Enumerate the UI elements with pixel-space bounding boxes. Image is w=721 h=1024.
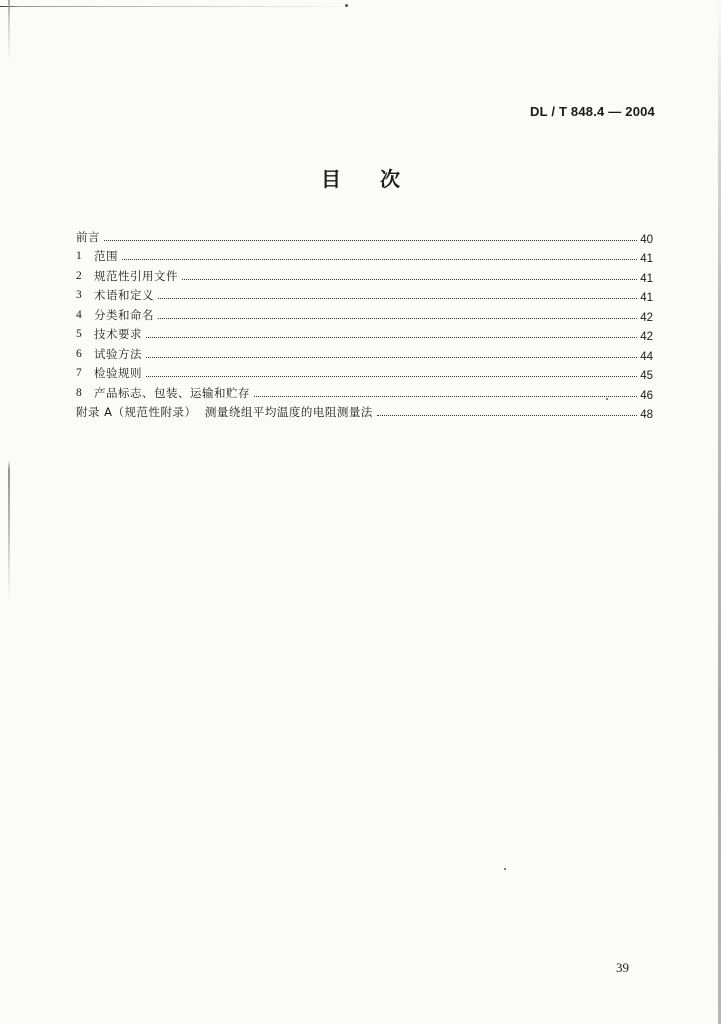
toc-entry-label: 术语和定义: [94, 288, 154, 302]
toc-entry-number: 4: [76, 308, 82, 321]
toc-leader-dots: [182, 278, 637, 280]
toc-entry-4[interactable]: [76, 302, 653, 322]
toc-entry-3[interactable]: [76, 283, 653, 303]
toc-leader-dots: [158, 317, 637, 319]
toc-entry-page: 46: [640, 389, 653, 402]
toc-entry-number: 2: [76, 269, 82, 282]
toc-entry-label: 技术要求: [94, 327, 142, 341]
toc-entry-foreword[interactable]: [76, 224, 653, 244]
toc-leader-dots: [122, 258, 637, 260]
toc-entry-page: 41: [640, 292, 653, 304]
toc-entry-label: 规范性引用文件: [94, 268, 178, 283]
toc-entry-page: 48: [640, 409, 653, 421]
toc-entry-page: 44: [640, 350, 653, 363]
table-of-contents: [76, 224, 653, 419]
toc-leader-dots: [146, 375, 637, 377]
toc-leader-dots: [104, 239, 637, 241]
toc-entry-label: 附录 A（规范性附录） 测量绕组平均温度的电阻测量法: [76, 405, 373, 419]
toc-entry-1[interactable]: [76, 244, 653, 264]
toc-leader-dots: [146, 336, 637, 338]
toc-entry-page: 45: [640, 370, 653, 382]
toc-leader-dots: [254, 395, 637, 397]
toc-entry-number: 7: [76, 367, 82, 379]
toc-entry-6[interactable]: [76, 341, 653, 361]
toc-entry-page: 42: [640, 311, 653, 324]
toc-entry-number: 6: [76, 347, 82, 360]
toc-entry-label: 分类和命名: [94, 307, 154, 322]
scan-edge-left: [8, 0, 10, 640]
toc-entry-page: 42: [640, 331, 653, 343]
toc-entry-7[interactable]: [76, 361, 653, 381]
toc-entry-number: 5: [76, 328, 82, 340]
toc-leader-dots: [146, 356, 637, 358]
toc-entry-8[interactable]: [76, 380, 653, 400]
page-number: 39: [616, 960, 629, 975]
toc-entry-page: 40: [640, 233, 653, 246]
toc-entry-label: 产品标志、包装、运输和贮存: [94, 385, 250, 400]
scan-speck: [606, 398, 608, 400]
toc-leader-dots: [158, 297, 637, 299]
toc-entry-label: 前言: [76, 229, 100, 244]
toc-entry-number: 1: [76, 250, 82, 262]
scan-speck: [504, 868, 506, 870]
toc-entry-page: 41: [640, 272, 653, 285]
toc-leader-dots: [377, 414, 637, 416]
toc-entry-label: 范围: [94, 249, 118, 263]
toc-entry-appendix-a[interactable]: [76, 400, 653, 420]
toc-entry-label: 检验规则: [94, 366, 142, 380]
toc-entry-2[interactable]: [76, 263, 653, 283]
scan-speck: [345, 4, 348, 7]
page-title: 目 次: [321, 167, 400, 191]
scan-edge-top: [0, 6, 360, 7]
toc-entry-page: 41: [640, 253, 653, 265]
toc-entry-number: 8: [76, 386, 82, 399]
toc-entry-label: 试验方法: [94, 346, 142, 361]
toc-entry-5[interactable]: [76, 322, 653, 342]
standard-number: DL / T 848.4 — 2004: [530, 104, 655, 119]
toc-entry-number: 3: [76, 289, 82, 301]
